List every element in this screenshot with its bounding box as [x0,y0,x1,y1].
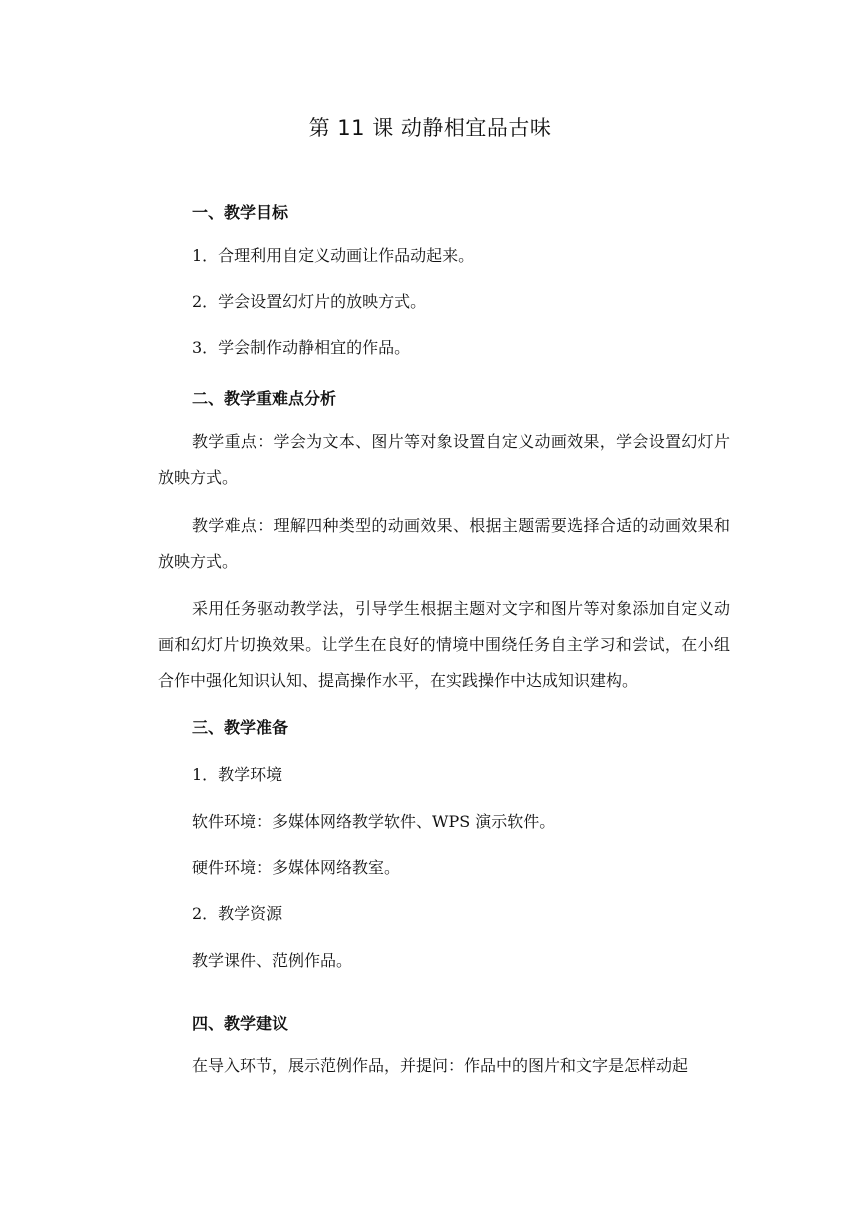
section-heading-objectives: 一、教学目标 [192,203,289,222]
preparation-line: 硬件环境：多媒体网络教室。 [192,858,401,877]
preparation-line: 教学课件、范例作品。 [192,951,353,970]
preparation-line: 软件环境：多媒体网络教学软件、WPS 演示软件。 [192,812,556,831]
objective-item: 3．学会制作动静相宜的作品。 [192,338,411,357]
section-heading-suggestions: 四、教学建议 [192,1014,289,1033]
objective-item: 1．合理利用自定义动画让作品动起来。 [192,246,475,265]
objective-item: 2．学会设置幻灯片的放映方式。 [192,292,427,311]
section-heading-key-points: 二、教学重难点分析 [192,389,337,408]
paragraph-key-point: 教学重点：学会为文本、图片等对象设置自定义动画效果，学会设置幻灯片放映方式。 [158,432,730,487]
section-heading-preparation: 三、教学准备 [192,718,289,737]
document-title: 第 11 课 动静相宜品古味 [308,116,552,140]
paragraph-difficulty: 教学难点：理解四种类型的动画效果、根据主题需要选择合适的动画效果和放映方式。 [158,516,730,571]
preparation-line: 2．教学资源 [192,904,283,923]
paragraph-suggestion: 在导入环节，展示范例作品，并提问：作品中的图片和文字是怎样动起 [192,1056,689,1075]
paragraph-method: 采用任务驱动教学法，引导学生根据主题对文字和图片等对象添加自定义动画和幻灯片切换效果。让学生在良好的情境中围绕任务自主学习和尝试，在小组合作中强化知识认知、提高操作水平，在实践操作中达成知识建构。 [158,599,730,690]
preparation-line: 1．教学环境 [192,765,283,784]
